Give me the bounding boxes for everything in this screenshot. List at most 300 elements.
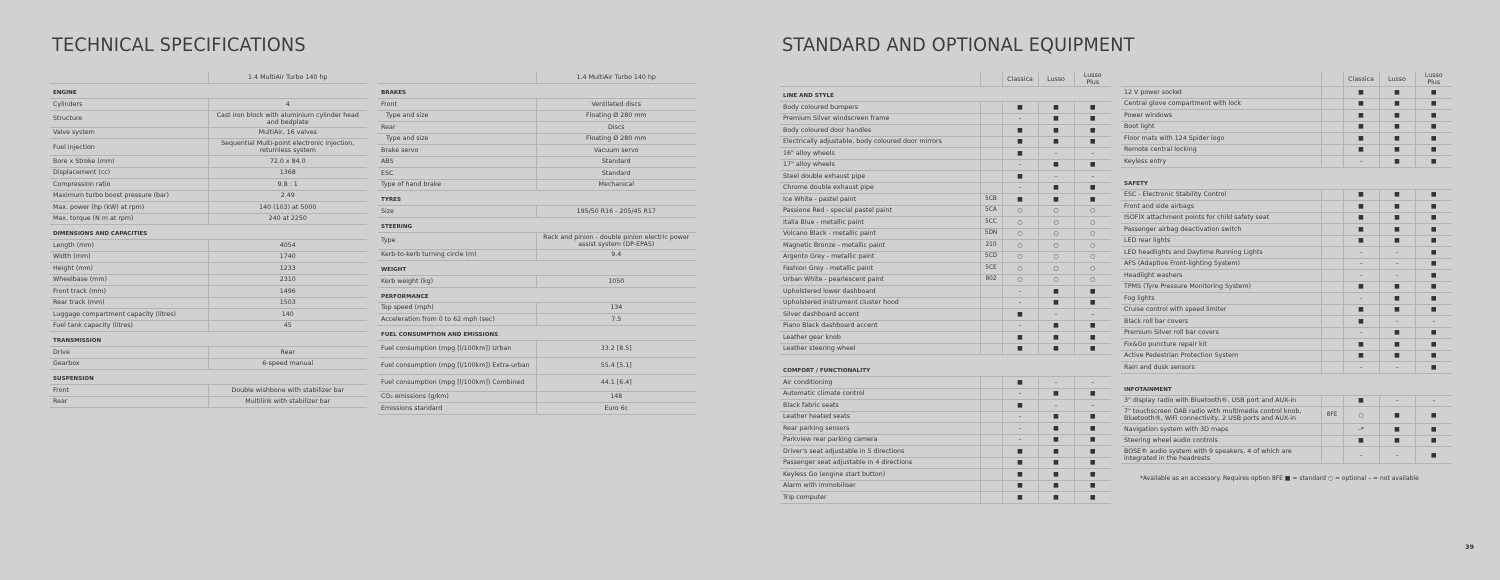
spec-label: Kerb weight (kg) <box>378 276 536 288</box>
availability-classica: ■ <box>1343 121 1379 133</box>
availability-lusso: ■ <box>1038 286 1074 298</box>
availability-lusso-plus: ○ <box>1074 205 1111 217</box>
spec-section-row <box>50 370 367 385</box>
spec-row <box>378 249 696 261</box>
spec-label: CO₂ emissions (g/km) <box>378 391 536 403</box>
option-code <box>980 469 1002 481</box>
option-code <box>1321 98 1343 110</box>
spec-label: Height (mm) <box>50 263 208 275</box>
equipment-section-heading: COMFORT / FUNCTIONALITY <box>780 355 1111 377</box>
spec-row <box>50 156 367 168</box>
spec-row <box>50 385 367 397</box>
equipment-row <box>1121 339 1452 351</box>
availability-lusso-plus: ■ <box>1415 447 1452 464</box>
spec-label: Fuel consumption (mpg [l/100km]) Extra-urban <box>378 357 536 374</box>
spec-label: Luggage compartment capacity (litres) <box>50 309 208 321</box>
availability-lusso: ○ <box>1038 274 1074 286</box>
spec-value: 4 <box>208 99 367 111</box>
equipment-label: Fog lights <box>1121 293 1321 305</box>
equipment-row <box>780 343 1111 355</box>
availability-lusso-plus: ■ <box>1074 446 1111 458</box>
spec-value: Euro 6c <box>536 403 696 415</box>
equipment-label: Driver's seat adjustable in 5 directions <box>780 446 980 458</box>
spec-label: Type of hand brake <box>378 179 536 191</box>
spec-value: Sequential Multi-point electronic injection, returnless system <box>208 139 367 156</box>
availability-classica: ■ <box>1002 194 1038 206</box>
spec-row <box>378 145 696 157</box>
availability-lusso: ■ <box>1038 194 1074 206</box>
option-code <box>1321 304 1343 316</box>
trim-header-classica: Classica <box>1002 72 1038 87</box>
availability-classica: – <box>1002 159 1038 171</box>
spec-value: 55.4 [5.1] <box>536 357 696 374</box>
spec-value: 2310 <box>208 274 367 286</box>
availability-lusso: – <box>1379 447 1415 464</box>
spec-value: 148 <box>536 391 696 403</box>
equipment-label: Italia Blue - metallic paint <box>780 217 980 229</box>
equipment-row <box>780 194 1111 206</box>
equipment-header-code <box>1321 72 1343 87</box>
availability-lusso-plus: ■ <box>1415 212 1452 224</box>
availability-lusso-plus: ■ <box>1415 144 1452 156</box>
spec-value: Floating Ø 280 mm <box>536 133 696 145</box>
option-code <box>980 320 1002 332</box>
availability-lusso: ■ <box>1038 480 1074 492</box>
spec-value: 1368 <box>208 167 367 179</box>
availability-classica: ○ <box>1002 274 1038 286</box>
availability-classica: ■ <box>1343 224 1379 236</box>
availability-classica: – <box>1002 113 1038 125</box>
availability-lusso-plus: ■ <box>1074 332 1111 344</box>
spec-value: 134 <box>536 302 696 314</box>
option-code: 5CC <box>980 217 1002 229</box>
spec-row <box>378 133 696 145</box>
availability-lusso-plus: ■ <box>1074 297 1111 309</box>
spec-value: 1496 <box>208 286 367 298</box>
equipment-row <box>780 332 1111 344</box>
availability-lusso: ■ <box>1038 492 1074 504</box>
spec-label: Max. torque (N m at rpm) <box>50 213 208 225</box>
spec-label: Maximum turbo boost pressure (bar) <box>50 190 208 202</box>
equipment-label: Passenger airbag deactivation switch <box>1121 224 1321 236</box>
availability-classica: – <box>1343 362 1379 374</box>
availability-classica: ○ <box>1002 217 1038 229</box>
spec-section-heading: ENGINE <box>50 84 367 99</box>
equipment-row <box>780 217 1111 229</box>
equipment-row <box>780 251 1111 263</box>
equipment-label: 7" touchscreen DAB radio with multimedia control knob, Bluetooth®, WiFi connectivity, 2 USB ports and AUX-in <box>1121 407 1321 424</box>
option-code <box>1321 316 1343 328</box>
availability-classica: – <box>1343 293 1379 305</box>
equipment-row <box>1121 224 1452 236</box>
availability-lusso-plus: – <box>1074 171 1111 183</box>
availability-classica: ■ <box>1343 435 1379 447</box>
option-code <box>980 309 1002 321</box>
availability-classica: – <box>1002 434 1038 446</box>
equipment-row <box>1121 247 1452 259</box>
spec-row <box>50 202 367 214</box>
option-code <box>980 434 1002 446</box>
availability-lusso: ○ <box>1038 205 1074 217</box>
equipment-label: Steering wheel audio controls <box>1121 435 1321 447</box>
availability-classica: ■ <box>1343 87 1379 99</box>
spec-label: Front <box>50 385 208 397</box>
equipment-label: 3" display radio with Bluetooth®, USB port and AUX-in <box>1121 395 1321 407</box>
availability-lusso-plus: – <box>1074 400 1111 412</box>
spec-label: Emissions standard <box>378 403 536 415</box>
spec-row <box>50 396 367 408</box>
availability-lusso: ■ <box>1379 144 1415 156</box>
availability-classica: ■ <box>1002 400 1038 412</box>
option-code <box>1321 144 1343 156</box>
spec-value: 7.5 <box>536 314 696 326</box>
spec-row <box>378 374 696 391</box>
equipment-label: Passione Red - special pastel paint <box>780 205 980 217</box>
equipment-section-heading: SAFETY <box>1121 167 1452 189</box>
spec-table-brakes-performance <box>378 72 696 415</box>
availability-classica: – <box>1343 327 1379 339</box>
spec-value: 140 (103) at 5000 <box>208 202 367 214</box>
availability-lusso: ■ <box>1038 125 1074 137</box>
spec-row <box>50 263 367 275</box>
availability-lusso: ■ <box>1038 332 1074 344</box>
equipment-label: Silver dashboard accent <box>780 309 980 321</box>
equipment-row <box>780 125 1111 137</box>
availability-classica: – <box>1002 411 1038 423</box>
equipment-label: AFS (Adaptive Front-lighting System) <box>1121 258 1321 270</box>
equipment-row <box>780 148 1111 160</box>
equipment-label: Automatic climate control <box>780 388 980 400</box>
spec-row <box>50 240 367 252</box>
spec-value: 1503 <box>208 297 367 309</box>
availability-lusso-plus: ■ <box>1415 189 1452 201</box>
equipment-row <box>1121 350 1452 362</box>
spec-label: Gearbox <box>50 358 208 370</box>
availability-lusso-plus: ■ <box>1415 435 1452 447</box>
spec-row <box>50 347 367 359</box>
availability-lusso-plus: ○ <box>1074 251 1111 263</box>
availability-lusso: – <box>1379 258 1415 270</box>
availability-classica: – <box>1343 156 1379 168</box>
spec-value: 1233 <box>208 263 367 275</box>
availability-lusso: ■ <box>1038 297 1074 309</box>
spec-label: Size <box>378 206 536 218</box>
equipment-label: 12 V power socket <box>1121 87 1321 99</box>
equipment-row <box>1121 395 1452 407</box>
availability-classica: ■ <box>1002 332 1038 344</box>
equipment-label: Upholstered instrument cluster hood <box>780 297 980 309</box>
availability-lusso: – <box>1038 171 1074 183</box>
availability-lusso: ■ <box>1379 189 1415 201</box>
availability-classica: ■ <box>1002 102 1038 114</box>
spec-section-row <box>378 325 696 340</box>
equipment-label: 17" alloy wheels <box>780 159 980 171</box>
equipment-row <box>780 492 1111 504</box>
availability-lusso: ○ <box>1038 217 1074 229</box>
equipment-row <box>780 377 1111 389</box>
spec-value: 9.8 : 1 <box>208 179 367 191</box>
equipment-label: Magnetic Bronze - metallic paint <box>780 240 980 252</box>
spec-value: Rack and pinion - double pinion electric power assist system (DP-EPAS) <box>536 232 696 249</box>
equipment-label: Navigation system with 3D maps <box>1121 424 1321 436</box>
availability-lusso: ■ <box>1038 388 1074 400</box>
equipment-row <box>780 274 1111 286</box>
equipment-label: Electrically adjustable, body coloured door mirrors <box>780 136 980 148</box>
availability-lusso: ■ <box>1038 182 1074 194</box>
availability-classica: ■ <box>1002 125 1038 137</box>
availability-classica: – <box>1343 247 1379 259</box>
availability-lusso-plus: ■ <box>1074 411 1111 423</box>
equipment-label: Front and side airbags <box>1121 201 1321 213</box>
spec-row <box>50 358 367 370</box>
availability-lusso-plus: ■ <box>1074 113 1111 125</box>
spec-header-blank <box>50 72 208 84</box>
option-code <box>1321 362 1343 374</box>
spec-section-row <box>378 84 696 99</box>
spec-section-row <box>378 287 696 302</box>
spec-label: Fuel consumption (mpg [l/100km]) Urban <box>378 340 536 357</box>
availability-lusso: ■ <box>1038 113 1074 125</box>
equipment-label: Chrome double exhaust pipe <box>780 182 980 194</box>
spec-value: 240 at 2250 <box>208 213 367 225</box>
spec-row <box>50 190 367 202</box>
spec-value: 195/50 R16 - 205/45 R17 <box>536 206 696 218</box>
equipment-label: Urban White - pearlescent paint <box>780 274 980 286</box>
spec-value: 45 <box>208 320 367 332</box>
availability-classica: ○ <box>1002 240 1038 252</box>
equipment-row <box>780 320 1111 332</box>
availability-lusso-plus: ○ <box>1074 274 1111 286</box>
availability-lusso-plus: ■ <box>1415 407 1452 424</box>
availability-lusso: – <box>1038 377 1074 389</box>
spec-label: Top speed (mph) <box>378 302 536 314</box>
equipment-row <box>1121 270 1452 282</box>
availability-classica: ■ <box>1002 446 1038 458</box>
equipment-row <box>1121 235 1452 247</box>
option-code <box>980 171 1002 183</box>
availability-lusso: – <box>1379 270 1415 282</box>
availability-classica: – <box>1002 320 1038 332</box>
option-code <box>1321 201 1343 213</box>
availability-classica: – <box>1343 270 1379 282</box>
spec-section-heading: WEIGHT <box>378 261 696 276</box>
spec-row <box>50 167 367 179</box>
option-code <box>980 148 1002 160</box>
option-code <box>980 159 1002 171</box>
availability-lusso-plus: ■ <box>1415 87 1452 99</box>
spec-row <box>50 110 367 127</box>
availability-lusso-plus: ■ <box>1415 350 1452 362</box>
availability-lusso-plus: ■ <box>1415 258 1452 270</box>
spec-label: Structure <box>50 110 208 127</box>
equipment-header-blank <box>780 72 980 87</box>
equipment-header-code <box>980 72 1002 87</box>
option-code <box>1321 133 1343 145</box>
trim-header-lusso: Lusso <box>1379 72 1415 87</box>
availability-lusso: ■ <box>1379 110 1415 122</box>
availability-lusso-plus: ■ <box>1415 339 1452 351</box>
equipment-label: Passenger seat adjustable in 4 directions <box>780 457 980 469</box>
spec-row <box>378 122 696 134</box>
availability-lusso: ■ <box>1379 121 1415 133</box>
equipment-row <box>1121 447 1452 464</box>
availability-lusso: ■ <box>1379 350 1415 362</box>
availability-lusso-plus: ■ <box>1415 247 1452 259</box>
spec-label: Kerb-to-kerb turning circle (m) <box>378 249 536 261</box>
spec-value: 1740 <box>208 251 367 263</box>
equipment-row <box>1121 156 1452 168</box>
availability-lusso: ○ <box>1038 228 1074 240</box>
equipment-row <box>1121 316 1452 328</box>
option-code <box>980 492 1002 504</box>
option-code <box>980 446 1002 458</box>
availability-lusso-plus: ■ <box>1074 286 1111 298</box>
equipment-label: Piano Black dashboard accent <box>780 320 980 332</box>
availability-classica: – <box>1002 388 1038 400</box>
availability-classica: ■ <box>1002 148 1038 160</box>
spec-label: ESC <box>378 168 536 180</box>
availability-lusso: ■ <box>1379 281 1415 293</box>
equipment-label: Keyless Go (engine start button) <box>780 469 980 481</box>
equipment-label: Alarm with immobiliser <box>780 480 980 492</box>
spec-value: Rear <box>208 347 367 359</box>
equipment-label: Argento Grey - metallic paint <box>780 251 980 263</box>
spec-row <box>50 139 367 156</box>
spec-row <box>378 340 696 357</box>
option-code <box>1321 110 1343 122</box>
option-code <box>980 377 1002 389</box>
option-code <box>1321 447 1343 464</box>
availability-lusso-plus: ■ <box>1074 480 1111 492</box>
availability-classica: ■ <box>1002 309 1038 321</box>
option-code <box>1321 121 1343 133</box>
equipment-label: Body coloured bumpers <box>780 102 980 114</box>
spec-label: Displacement (cc) <box>50 167 208 179</box>
availability-lusso: ■ <box>1038 469 1074 481</box>
equipment-row <box>1121 98 1452 110</box>
equipment-label: LED rear lights <box>1121 235 1321 247</box>
equipment-label: Black fabric seats <box>780 400 980 412</box>
spec-section-heading: TRANSMISSION <box>50 332 367 347</box>
option-code <box>980 286 1002 298</box>
spec-label: Compression ratio <box>50 179 208 191</box>
equipment-row <box>780 263 1111 275</box>
availability-classica: ■ <box>1343 201 1379 213</box>
equipment-row <box>1121 258 1452 270</box>
equipment-row <box>780 411 1111 423</box>
spec-section-row <box>378 191 696 206</box>
equipment-row <box>780 297 1111 309</box>
equipment-label: BOSE® audio system with 9 speakers, 4 of which are integrated in the headrests <box>1121 447 1321 464</box>
spec-value: Floating Ø 280 mm <box>536 110 696 122</box>
spec-value: Double wishbone with stabilizer bar <box>208 385 367 397</box>
equipment-section-row <box>1121 373 1452 395</box>
option-code <box>980 136 1002 148</box>
spec-row <box>50 274 367 286</box>
availability-classica: ○ <box>1002 205 1038 217</box>
equipment-label: Boot light <box>1121 121 1321 133</box>
availability-classica: ■ <box>1343 339 1379 351</box>
availability-lusso: ■ <box>1379 304 1415 316</box>
availability-lusso-plus: ○ <box>1074 240 1111 252</box>
equipment-label: Black roll bar covers <box>1121 316 1321 328</box>
equipment-row <box>780 102 1111 114</box>
option-code <box>1321 395 1343 407</box>
option-code: 5DN <box>980 228 1002 240</box>
availability-lusso-plus: – <box>1074 309 1111 321</box>
spec-row <box>378 156 696 168</box>
spec-label: Front track (mm) <box>50 286 208 298</box>
equipment-label: Cruise control with speed limiter <box>1121 304 1321 316</box>
availability-classica: ○ <box>1002 263 1038 275</box>
availability-lusso: – <box>1038 148 1074 160</box>
equipment-section-row <box>780 355 1111 377</box>
availability-lusso: ■ <box>1379 293 1415 305</box>
equipment-label: ESC - Electronic Stability Control <box>1121 189 1321 201</box>
equipment-row <box>1121 144 1452 156</box>
availability-classica: ■ <box>1343 110 1379 122</box>
spec-value: Discs <box>536 122 696 134</box>
option-code <box>1321 339 1343 351</box>
right-page-title: STANDARD AND OPTIONAL EQUIPMENT <box>782 34 1135 56</box>
spec-value: 9.4 <box>536 249 696 261</box>
option-code <box>980 400 1002 412</box>
equipment-label: Remote central locking <box>1121 144 1321 156</box>
availability-lusso-plus: ■ <box>1074 343 1111 355</box>
availability-lusso-plus: ■ <box>1074 159 1111 171</box>
spec-section-heading: PERFORMANCE <box>378 287 696 302</box>
availability-lusso-plus: ■ <box>1074 469 1111 481</box>
spec-label: ABS <box>378 156 536 168</box>
equipment-label: Trip computer <box>780 492 980 504</box>
equipment-label: Volcano Black - metallic paint <box>780 228 980 240</box>
equipment-row <box>1121 121 1452 133</box>
spec-section-row <box>378 261 696 276</box>
option-code <box>980 423 1002 435</box>
availability-classica: ■ <box>1002 457 1038 469</box>
availability-lusso-plus: ■ <box>1074 492 1111 504</box>
option-code <box>1321 156 1343 168</box>
equipment-label: Premium Silver roll bar covers <box>1121 327 1321 339</box>
availability-classica: ■ <box>1002 343 1038 355</box>
availability-lusso: ■ <box>1038 102 1074 114</box>
equipment-row <box>780 228 1111 240</box>
equipment-row <box>780 205 1111 217</box>
option-code <box>980 411 1002 423</box>
availability-lusso-plus: ■ <box>1415 156 1452 168</box>
availability-lusso: ■ <box>1379 212 1415 224</box>
spec-value: 2.49 <box>208 190 367 202</box>
equipment-row <box>780 136 1111 148</box>
spec-label: Bore x Stroke (mm) <box>50 156 208 168</box>
option-code <box>1321 350 1343 362</box>
option-code <box>1321 247 1343 259</box>
spec-row <box>50 320 367 332</box>
equipment-row <box>1121 435 1452 447</box>
equipment-row <box>780 309 1111 321</box>
availability-classica: ■ <box>1002 469 1038 481</box>
equipment-header-row <box>780 72 1111 87</box>
availability-lusso: ■ <box>1379 327 1415 339</box>
spec-header-blank <box>378 72 536 84</box>
spec-value: Vacuum servo <box>536 145 696 157</box>
spec-row <box>378 232 696 249</box>
equipment-section-row <box>780 87 1111 102</box>
spec-label: Type and size <box>378 133 536 145</box>
equipment-row <box>780 446 1111 458</box>
availability-classica: ■ <box>1002 171 1038 183</box>
equipment-row <box>1121 362 1452 374</box>
